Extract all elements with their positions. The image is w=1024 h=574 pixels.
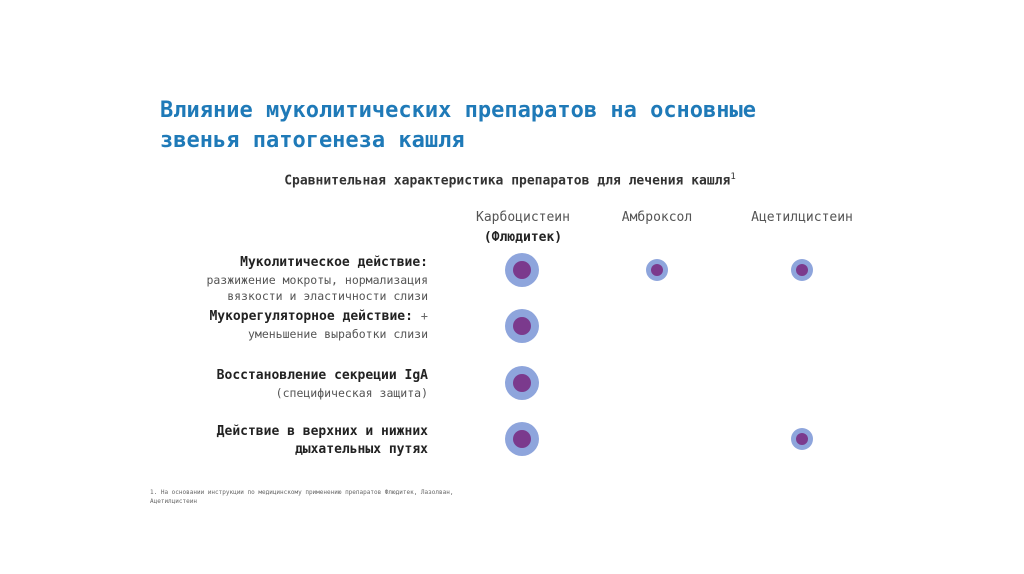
row-title-continued: дыхательных путях: [294, 442, 428, 457]
column-header-name: Карбоцистеин: [476, 210, 570, 225]
marker-dot-big: [505, 422, 539, 456]
column-header-acetylcysteine: [728, 208, 876, 228]
marker-dot-core: [513, 261, 531, 279]
footnote: [150, 488, 510, 506]
marker-dot-core: [513, 430, 531, 448]
row-label-mucolytic: [206, 254, 428, 304]
marker-dot-small: [791, 259, 813, 281]
table-subtitle: [160, 172, 860, 188]
marker-dot-core: [513, 317, 531, 335]
slide-title-line-2: звенья патогенеза кашля: [160, 128, 465, 153]
row-description: вязкости и эластичности слизи: [227, 289, 428, 303]
marker-dot-big: [505, 366, 539, 400]
row-label-mucoregulatory: [209, 307, 428, 342]
column-header-name: Амброксол: [621, 210, 693, 225]
column-header-subname: (Флюдитек): [483, 230, 563, 245]
row-title: Муколитическое действие:: [240, 255, 428, 270]
marker-dot-big: [505, 253, 539, 287]
row-label-iga: [217, 367, 428, 401]
marker-dot-small: [646, 259, 668, 281]
marker-dot-core: [651, 264, 663, 276]
column-header-name: Ацетилцистеин: [751, 210, 853, 225]
row-title: Мукорегуляторное действие:: [209, 309, 413, 324]
row-description: уменьшение выработки слизи: [247, 327, 428, 341]
marker-dot-small: [791, 428, 813, 450]
row-title-plus: +: [420, 309, 428, 323]
marker-dot-core: [796, 264, 808, 276]
column-header-carbocysteine: [450, 208, 596, 248]
marker-dot-big: [505, 309, 539, 343]
slide-title-line-1: Влияние муколитических препаратов на основные: [160, 98, 757, 123]
row-description: разжижение мокроты, нормализация: [206, 273, 428, 287]
row-title: Действие в верхних и нижних: [216, 424, 428, 439]
row-description: (специфическая защита): [275, 386, 428, 400]
row-title: Восстановление секреции IgA: [216, 368, 428, 383]
row-label-airways: [217, 423, 428, 459]
footnote-marker: 1: [730, 172, 736, 182]
column-header-ambroxol: [598, 208, 716, 228]
footnote-line: 1. На основании инструкции по медицинскому применению препаратов Флюдитек, Лазолван,: [150, 489, 454, 496]
marker-dot-core: [513, 374, 531, 392]
table-subtitle-text: Сравнительная характеристика препаратов для лечения кашля: [284, 173, 731, 189]
footnote-line: Ацетилцистеин: [150, 498, 197, 505]
marker-dot-core: [796, 433, 808, 445]
slide-title: [160, 96, 920, 156]
